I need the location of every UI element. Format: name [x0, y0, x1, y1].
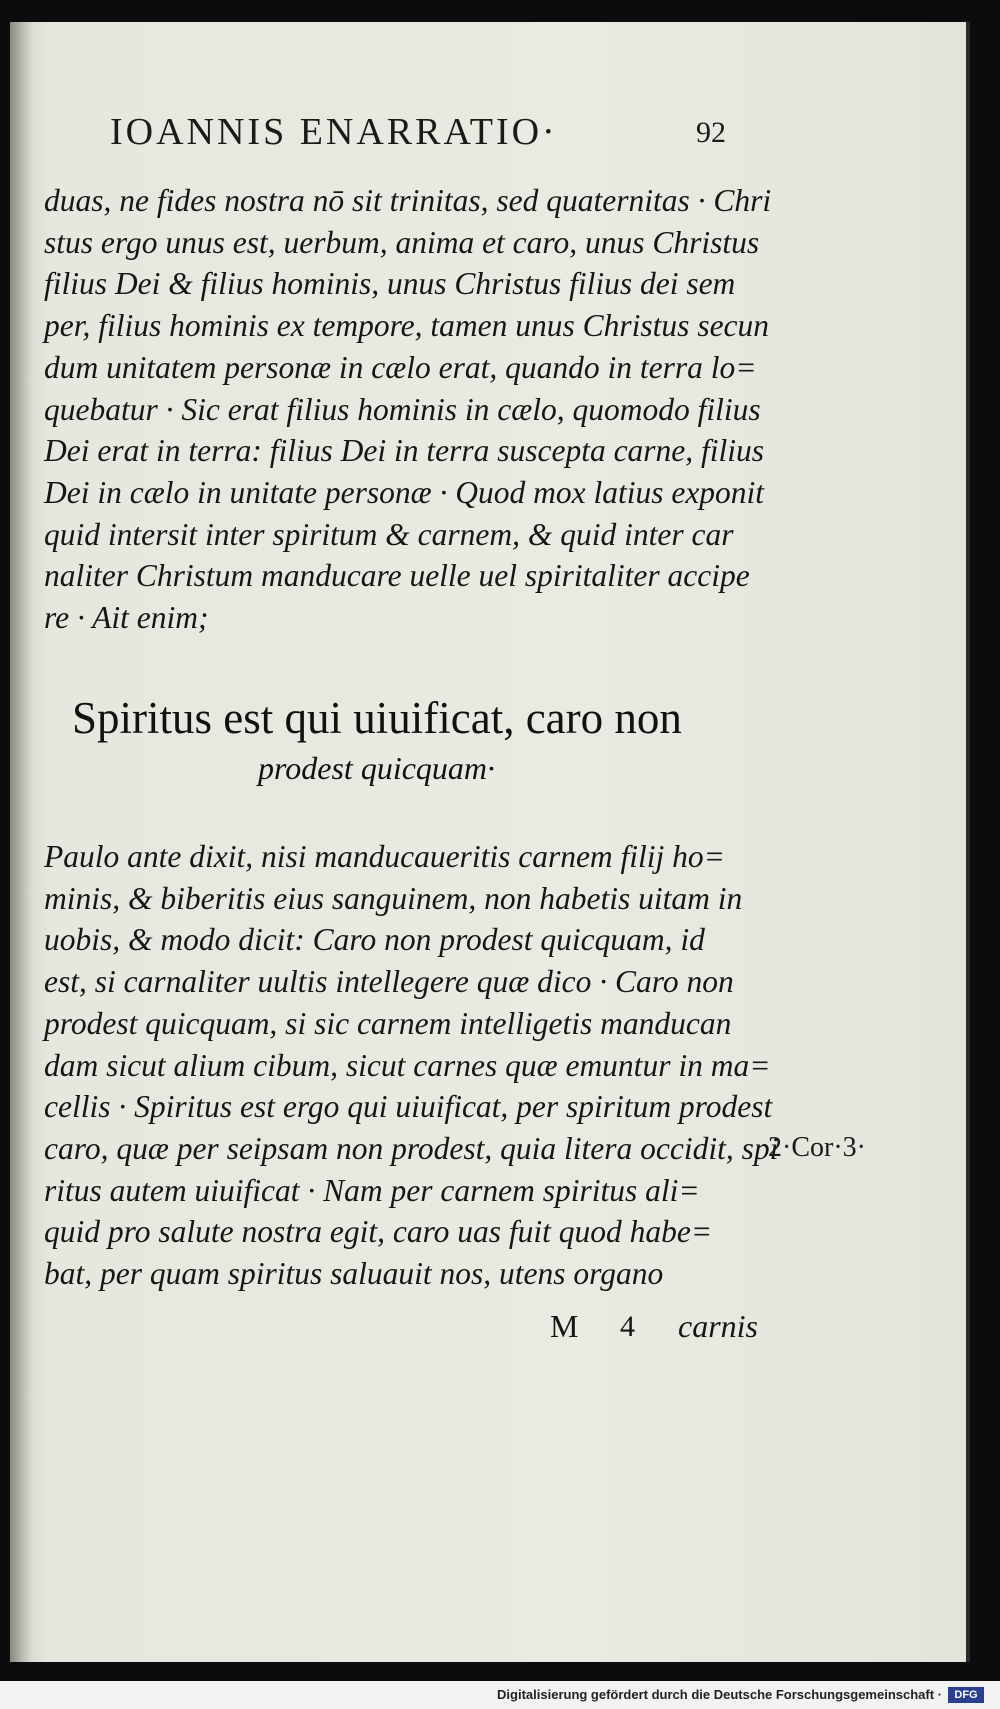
digitization-footer — [0, 1681, 1000, 1709]
text-line: Dei erat in terra: filius Dei in terra suscepta carne, filius — [44, 433, 765, 469]
book-page — [10, 22, 970, 1662]
text-line: quid intersit inter spiritum & carnem, & quid inter car — [44, 516, 734, 552]
lemma-continuation: prodest quicquam· — [258, 750, 496, 786]
catchword: carnis — [678, 1308, 758, 1344]
text-line: quid pro salute nostra egit, caro uas fuit quod habe= — [44, 1214, 713, 1250]
text-line: per, filius hominis ex tempore, tamen unus Christus secun — [44, 308, 770, 344]
text-line: bat, per quam spiritus saluauit nos, utens organo — [44, 1256, 664, 1292]
text-line: quebatur · Sic erat filius hominis in cælo, quomodo filius — [44, 391, 761, 427]
text-line: duas, ne fides nostra nō sit trinitas, sed quaternitas · Chri — [44, 183, 772, 218]
text-line: uobis, & modo dicit: Caro non prodest quicquam, id — [44, 922, 705, 958]
text-line: est, si carnaliter uultis intellegere quæ dico · Caro non — [44, 964, 734, 1000]
text-line: dam sicut alium cibum, sicut carnes quæ emuntur in ma= — [44, 1047, 771, 1083]
text-line: stus ergo unus est, uerbum, anima et caro, unus Christus — [44, 224, 760, 260]
text-line: Dei in cælo in unitate personæ · Quod mox latius exponit — [44, 474, 765, 510]
text-line: Paulo ante dixit, nisi manducaueritis carnem filij ho= — [44, 839, 725, 874]
lemma-heading: Spiritus est qui uiuificat, caro non — [72, 693, 682, 743]
running-head: IOANNIS ENARRATIO· — [110, 111, 558, 153]
text-line: dum unitatem personæ in cælo erat, quando in terra lo= — [44, 349, 757, 385]
text-line: minis, & biberitis eius sanguinem, non habetis uitam in — [44, 880, 743, 916]
folio-number: 92 — [696, 116, 726, 149]
text-line: filius Dei & filius hominis, unus Christus filius dei sem — [44, 266, 736, 302]
text-line: re · Ait enim; — [44, 600, 209, 636]
footer-credit: Digitalisierung gefördert durch die Deutsche Forschungsgemeinschaft · — [497, 1687, 942, 1702]
dfg-logo-icon: DFG — [948, 1687, 984, 1703]
text-line: prodest quicquam, si sic carnem intelligetis manducan — [44, 1005, 732, 1041]
signature-number: 4 — [620, 1310, 635, 1343]
text-block-1 — [44, 180, 772, 639]
text-line: caro, quæ per seipsam non prodest, quia litera occidit, spi — [44, 1130, 779, 1166]
text-line: cellis · Spiritus est ergo qui uiuificat, per spiritum prodest — [44, 1089, 773, 1125]
text-block-2 — [44, 836, 779, 1295]
marginal-note: 2·Cor·3· — [768, 1132, 866, 1163]
signature-mark: M — [550, 1308, 579, 1344]
text-line: ritus autem uiuificat · Nam per carnem spiritus ali= — [44, 1172, 700, 1208]
text-line: naliter Christum manducare uelle uel spiritaliter accipe — [44, 558, 750, 594]
